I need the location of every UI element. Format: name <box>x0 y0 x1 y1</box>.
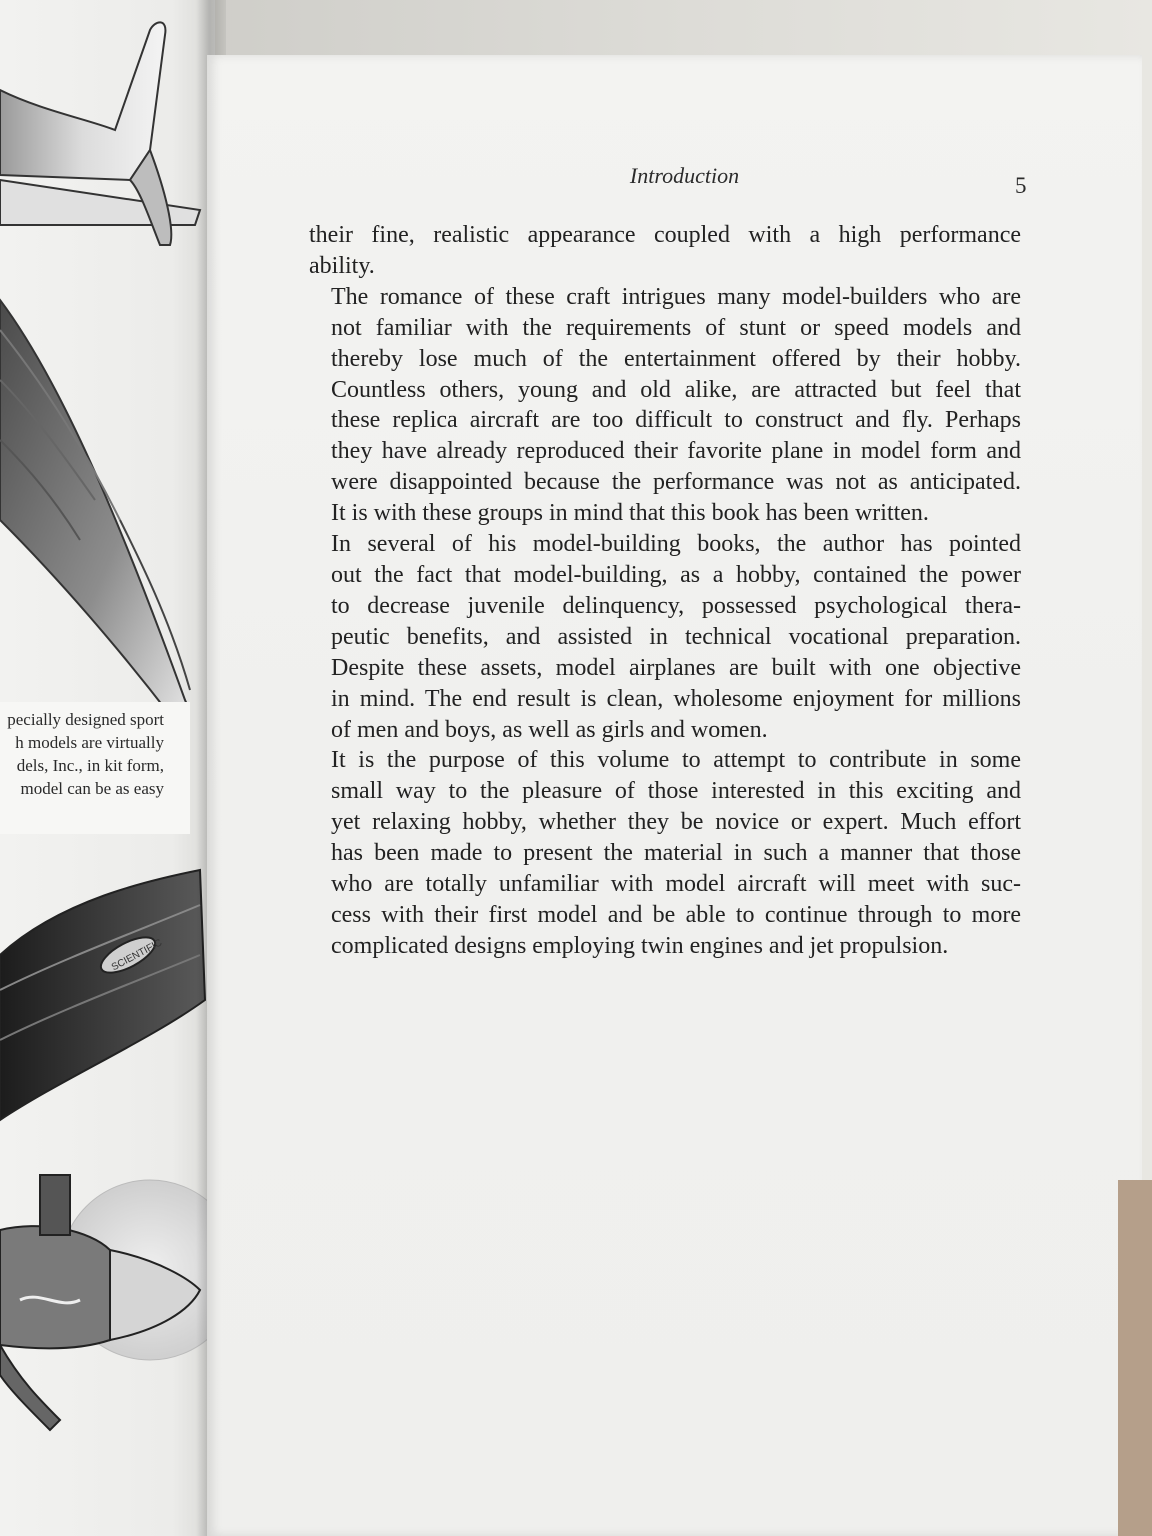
left-page <box>0 0 215 1536</box>
paragraph <box>309 220 1021 282</box>
body-text <box>309 220 1021 962</box>
text-line: has been made to present the material in such a manner that those <box>331 840 1021 867</box>
text-line: complicated designs employing twin engines and jet propulsion. <box>331 932 949 959</box>
text-line: not familiar with the requirements of stunt or speed models and <box>331 314 1021 341</box>
figure-caption <box>0 702 190 834</box>
text-line: cess with their first model and be able to continue through to more <box>331 901 1021 928</box>
text-line: to decrease juvenile delinquency, possessed psychological thera- <box>331 592 1021 619</box>
text-line: It is the purpose of this volume to attempt to contribute in some <box>331 747 1021 774</box>
text-line: were disappointed because the performance was not as anticipated. <box>331 469 1021 496</box>
text-line: in mind. The end result is clean, wholesome enjoyment for millions <box>331 685 1021 712</box>
caption-line: model can be as easy <box>20 779 164 798</box>
logo-text: SCIENTIFIC <box>109 937 165 974</box>
running-head: Introduction <box>629 163 740 188</box>
text-line: out the fact that model-building, as a hobby, contained the power <box>331 561 1021 588</box>
text-line: small way to the pleasure of those interested in this exciting and <box>331 778 1021 805</box>
text-line: In several of his model-building books, the author has pointed <box>331 531 1021 558</box>
text-line: ability. <box>309 252 375 279</box>
text-line: The romance of these craft intrigues many model-builders who are <box>331 283 1021 310</box>
caption-line: pecially designed sport <box>7 710 164 729</box>
table-surface <box>1118 1180 1152 1536</box>
paragraph <box>309 529 1021 745</box>
text-line: thereby lose much of the entertainment offered by their hobby. <box>331 345 1021 372</box>
text-line: It is with these groups in mind that this book has been written. <box>331 500 929 527</box>
text-line: they have already reproduced their favorite plane in model form and <box>331 438 1021 465</box>
text-line: Countless others, young and old alike, are attracted but feel that <box>331 376 1021 403</box>
text-line: who are totally unfamiliar with model aircraft will meet with suc- <box>331 871 1021 898</box>
paragraph <box>309 282 1021 529</box>
paragraph <box>309 745 1021 961</box>
text-line: yet relaxing hobby, whether they be novice or expert. Much effort <box>331 809 1021 836</box>
caption-line: h models are virtually <box>15 733 164 752</box>
text-line: these replica aircraft are too difficult to construct and fly. Perhaps <box>331 407 1021 434</box>
page-number: 5 <box>1015 173 1027 198</box>
text-line: peutic benefits, and assisted in technical vocational preparation. <box>331 623 1021 650</box>
text-line: their fine, realistic appearance coupled with a high performance <box>309 222 1021 248</box>
text-line: of men and boys, as well as girls and women. <box>331 716 768 743</box>
caption-line: dels, Inc., in kit form, <box>16 756 164 775</box>
text-line: Despite these assets, model airplanes are built with one objective <box>331 654 1021 681</box>
right-page <box>207 55 1142 1536</box>
